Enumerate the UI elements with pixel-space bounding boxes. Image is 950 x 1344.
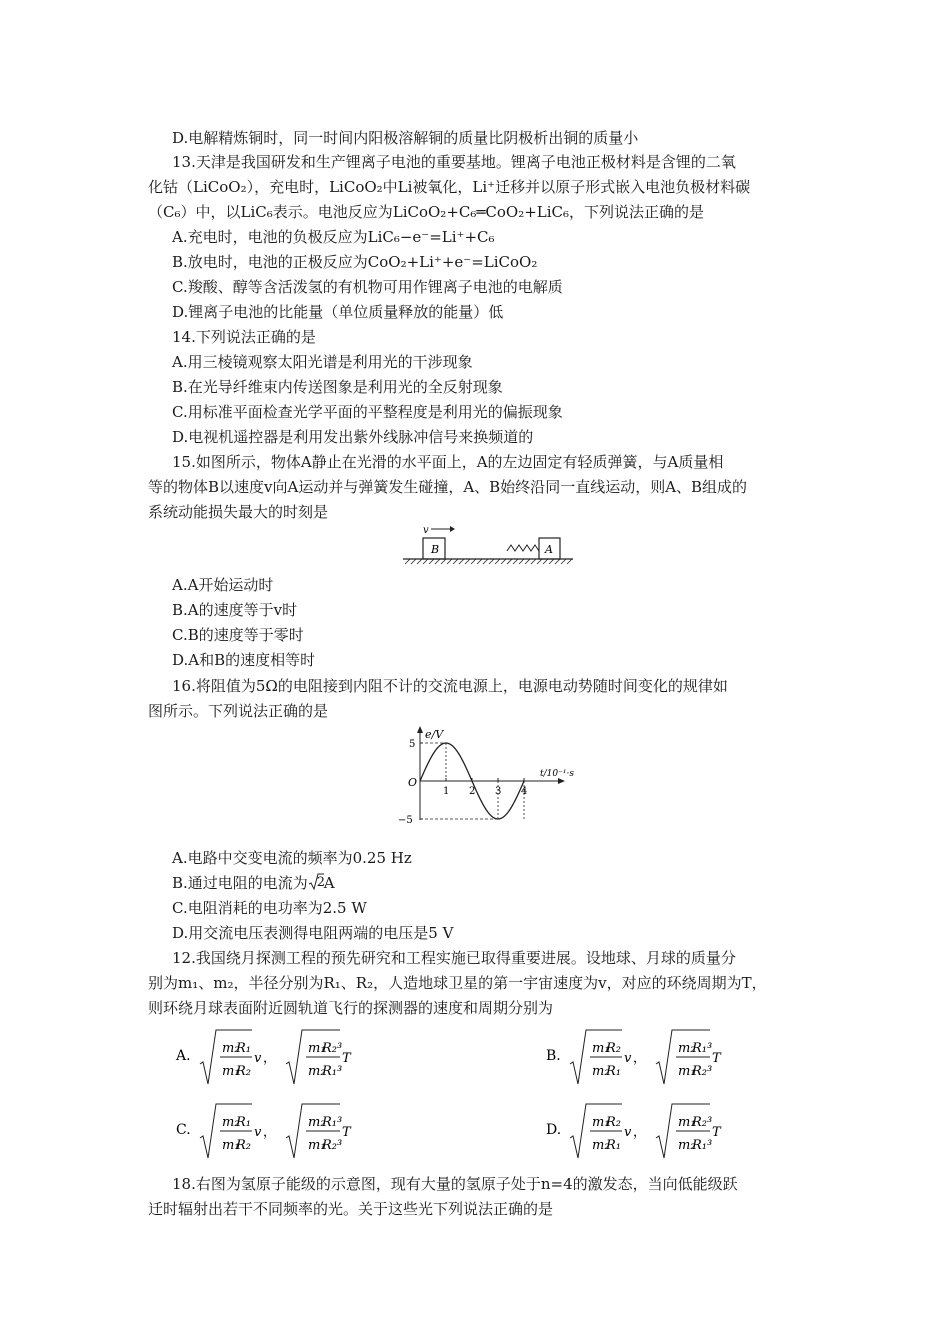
q16-option-d: D.用交流电压表测得电阻两端的电压是5 V [172,924,454,942]
q14-option-a: A.用三棱镜观察太阳光谱是利用光的干涉现象 [172,353,473,371]
q16-emf-chart [390,724,595,832]
q15-option-b: B.A的速度等于v时 [172,601,298,619]
comma-c: ， [263,1125,277,1140]
num-R2c-d2: R₂³ [692,1115,713,1130]
q16-option-a: A.电路中交变电流的频率为0.25 Hz [172,849,412,867]
option-a-label: A. [176,1048,191,1064]
num-R1c-b2: R₁³ [692,1041,713,1056]
den-R1c-a2: R₁³ [322,1064,343,1079]
num-m2-a1: m₂ [222,1041,240,1056]
den-m1-c2: m₁ [308,1138,326,1153]
num-m2-b2: m₂ [678,1041,696,1056]
block-a-label: A [545,543,553,556]
v-d: v [624,1125,632,1140]
den-m2-d1: m₂ [592,1138,610,1153]
sqrt-2-expression [308,874,324,890]
velocity-label: v [423,525,429,536]
q15-stem-line-3: 系统动能损失最大的时刻是 [148,503,329,521]
spring [507,545,539,551]
den-R2c-c2: R₂³ [322,1138,343,1153]
q14-option-d: D.电视机遥控器是利用发出紫外线脉冲信号来换频道的 [172,428,534,446]
q15-stem-line-1: 15.如图所示，物体A静止在光滑的水平面上，A的左边固定有轻质弹簧，与A质量相 [172,453,724,471]
q15-option-c: C.B的速度等于零时 [172,626,304,644]
den-m1-c1: m₁ [222,1138,240,1153]
block-b-label: B [431,543,440,556]
q13-stem-line-2: 化钴（LiCoO₂），充电时，LiCoO₂中Li被氧化，Li⁺迁移并以原子形式嵌入电池负极材料碳 [148,178,751,196]
q17-stem-line-2: 别为m₁、m₂，半径分别为R₁、R₂，人造地球卫星的第一宇宙速度为v，对应的环绕周期为T， [148,974,767,992]
velocity-arrowhead [450,526,455,532]
q16-option-c: C.电阻消耗的电功率为2.5 W [172,899,367,917]
q17-option-a [170,1026,370,1090]
comma-b: ， [633,1051,647,1066]
den-m1-a1: m₁ [222,1064,240,1079]
x-tick-label-3: 3 [495,786,502,797]
x-axis-label: t/10⁻¹·s [540,769,574,779]
x-tick-label-4: 4 [521,786,528,797]
q13-option-b: B.放电时，电池的正极反应为CoO₂+Li⁺+e⁻=LiCoO₂ [172,253,538,271]
num-m1-a2: m₁ [308,1041,326,1056]
option-d-label: D. [546,1122,562,1138]
num-R1c-c2: R₁³ [322,1115,343,1130]
num-R1-a1: R₁ [236,1041,251,1056]
q16-stem-line-1: 16.将阻值为5Ω的电阻接到内阻不计的交流电源上，电源电动势随时间变化的规律如 [172,677,728,695]
q15-stem-line-2: 等的物体B以速度v向A运动并与弹簧发生碰撞，A、B始终沿同一直线运动，则A、B组成的 [148,478,748,496]
x-tick-label-1: 1 [443,786,450,797]
x-tick-label-2: 2 [469,786,476,797]
v-a: v [254,1051,262,1066]
q16-option-b [172,873,335,893]
q12-option-d: D.电解精炼铜时，同一时间内阳极溶解铜的质量比阴极析出铜的质量小 [172,129,639,147]
T-c: T [342,1125,351,1140]
chart-marks [398,739,527,826]
num-R2c-a2: R₂³ [322,1041,343,1056]
T-b: T [712,1051,721,1066]
q17-option-d [540,1100,740,1164]
den-R1-d1: R₁ [606,1138,621,1153]
den-m2-a2: m₂ [308,1064,326,1079]
T-d: T [712,1125,721,1140]
option-b-label: B. [546,1048,561,1064]
v-c: v [254,1125,262,1140]
q15-option-d: D.A和B的速度相等时 [172,651,316,669]
q15-collision-figure [395,522,580,570]
q14-option-b: B.在光导纤维束内传送图象是利用光的全反射现象 [172,378,503,396]
q17-option-b [540,1026,740,1090]
q13-option-a: A.充电时，电池的负极反应为LiC₆−e⁻=Li⁺+C₆ [172,228,495,246]
num-m1-d1: m₁ [592,1115,610,1130]
num-m1-d2: m₁ [678,1115,696,1130]
q13-stem-line-1: 13.天津是我国研发和生产锂离子电池的重要基地。锂离子电池正极材料是含锂的二氧 [172,153,736,171]
den-R1c-d2: R₁³ [692,1138,713,1153]
den-R2c-b2: R₂³ [692,1064,713,1079]
radicand-2: 2 [316,875,326,890]
origin-label: O [408,776,418,789]
num-m2-c2: m₂ [308,1115,326,1130]
q14-stem: 14.下列说法正确的是 [172,328,316,346]
q16-stem-line-2: 图所示。下列说法正确的是 [148,702,329,720]
q13-option-c: C.羧酸、醇等含活泼氢的有机物可用作锂离子电池的电解质 [172,278,563,296]
q16-option-b-unit: A [323,874,335,892]
q18-stem-line-1: 18.右图为氢原子能级的示意图，现有大量的氢原子处于n=4的激发态，当向低能级跃 [172,1175,738,1193]
T-a: T [342,1051,351,1066]
den-m1-b2: m₁ [678,1064,696,1079]
den-R2-a1: R₂ [236,1064,251,1079]
num-R2-d1: R₂ [606,1115,621,1130]
option-c-label: C. [176,1122,191,1138]
q15-option-a: A.A开始运动时 [172,576,274,594]
y-tick-label-min: −5 [398,815,413,826]
q13-stem-line-3: （C₆）中，以LiC₆表示。电池反应为LiCoO₂+C₆═CoO₂+LiC₆，下列说法正确的是 [148,203,705,221]
num-R2-b1: R₂ [606,1041,621,1056]
y-tick-label-max: 5 [409,739,416,750]
q17-stem-line-1: 12.我国绕月探测工程的预先研究和工程实施已取得重要进展。设地球、月球的质量分 [172,949,736,967]
y-axis-arrow [417,726,423,733]
v-b: v [624,1051,632,1066]
q17-stem-line-3: 则环绕月球表面附近圆轨道飞行的探测器的速度和周期分别为 [148,999,554,1017]
den-R1-b1: R₁ [606,1064,621,1079]
num-m1-b1: m₁ [592,1041,610,1056]
q18-stem-line-2: 迁时辐射出若干不同频率的光。关于这些光下列说法正确的是 [148,1200,554,1218]
q13-option-d: D.锂离子电池的比能量（单位质量释放的能量）低 [172,303,504,321]
y-axis-label: e/V [425,728,444,741]
den-m2-d2: m₂ [678,1138,696,1153]
den-R2-c1: R₂ [236,1138,251,1153]
num-m2-c1: m₂ [222,1115,240,1130]
num-R1-c1: R₁ [236,1115,251,1130]
den-m2-b1: m₂ [592,1064,610,1079]
ground-hatching [405,559,572,564]
q14-option-c: C.用标准平面检查光学平面的平整程度是利用光的偏振现象 [172,403,563,421]
comma-d: ， [633,1125,647,1140]
comma-a: ， [263,1051,277,1066]
q16-option-b-text: B.通过电阻的电流为 [172,874,308,892]
q17-option-c [170,1100,370,1164]
